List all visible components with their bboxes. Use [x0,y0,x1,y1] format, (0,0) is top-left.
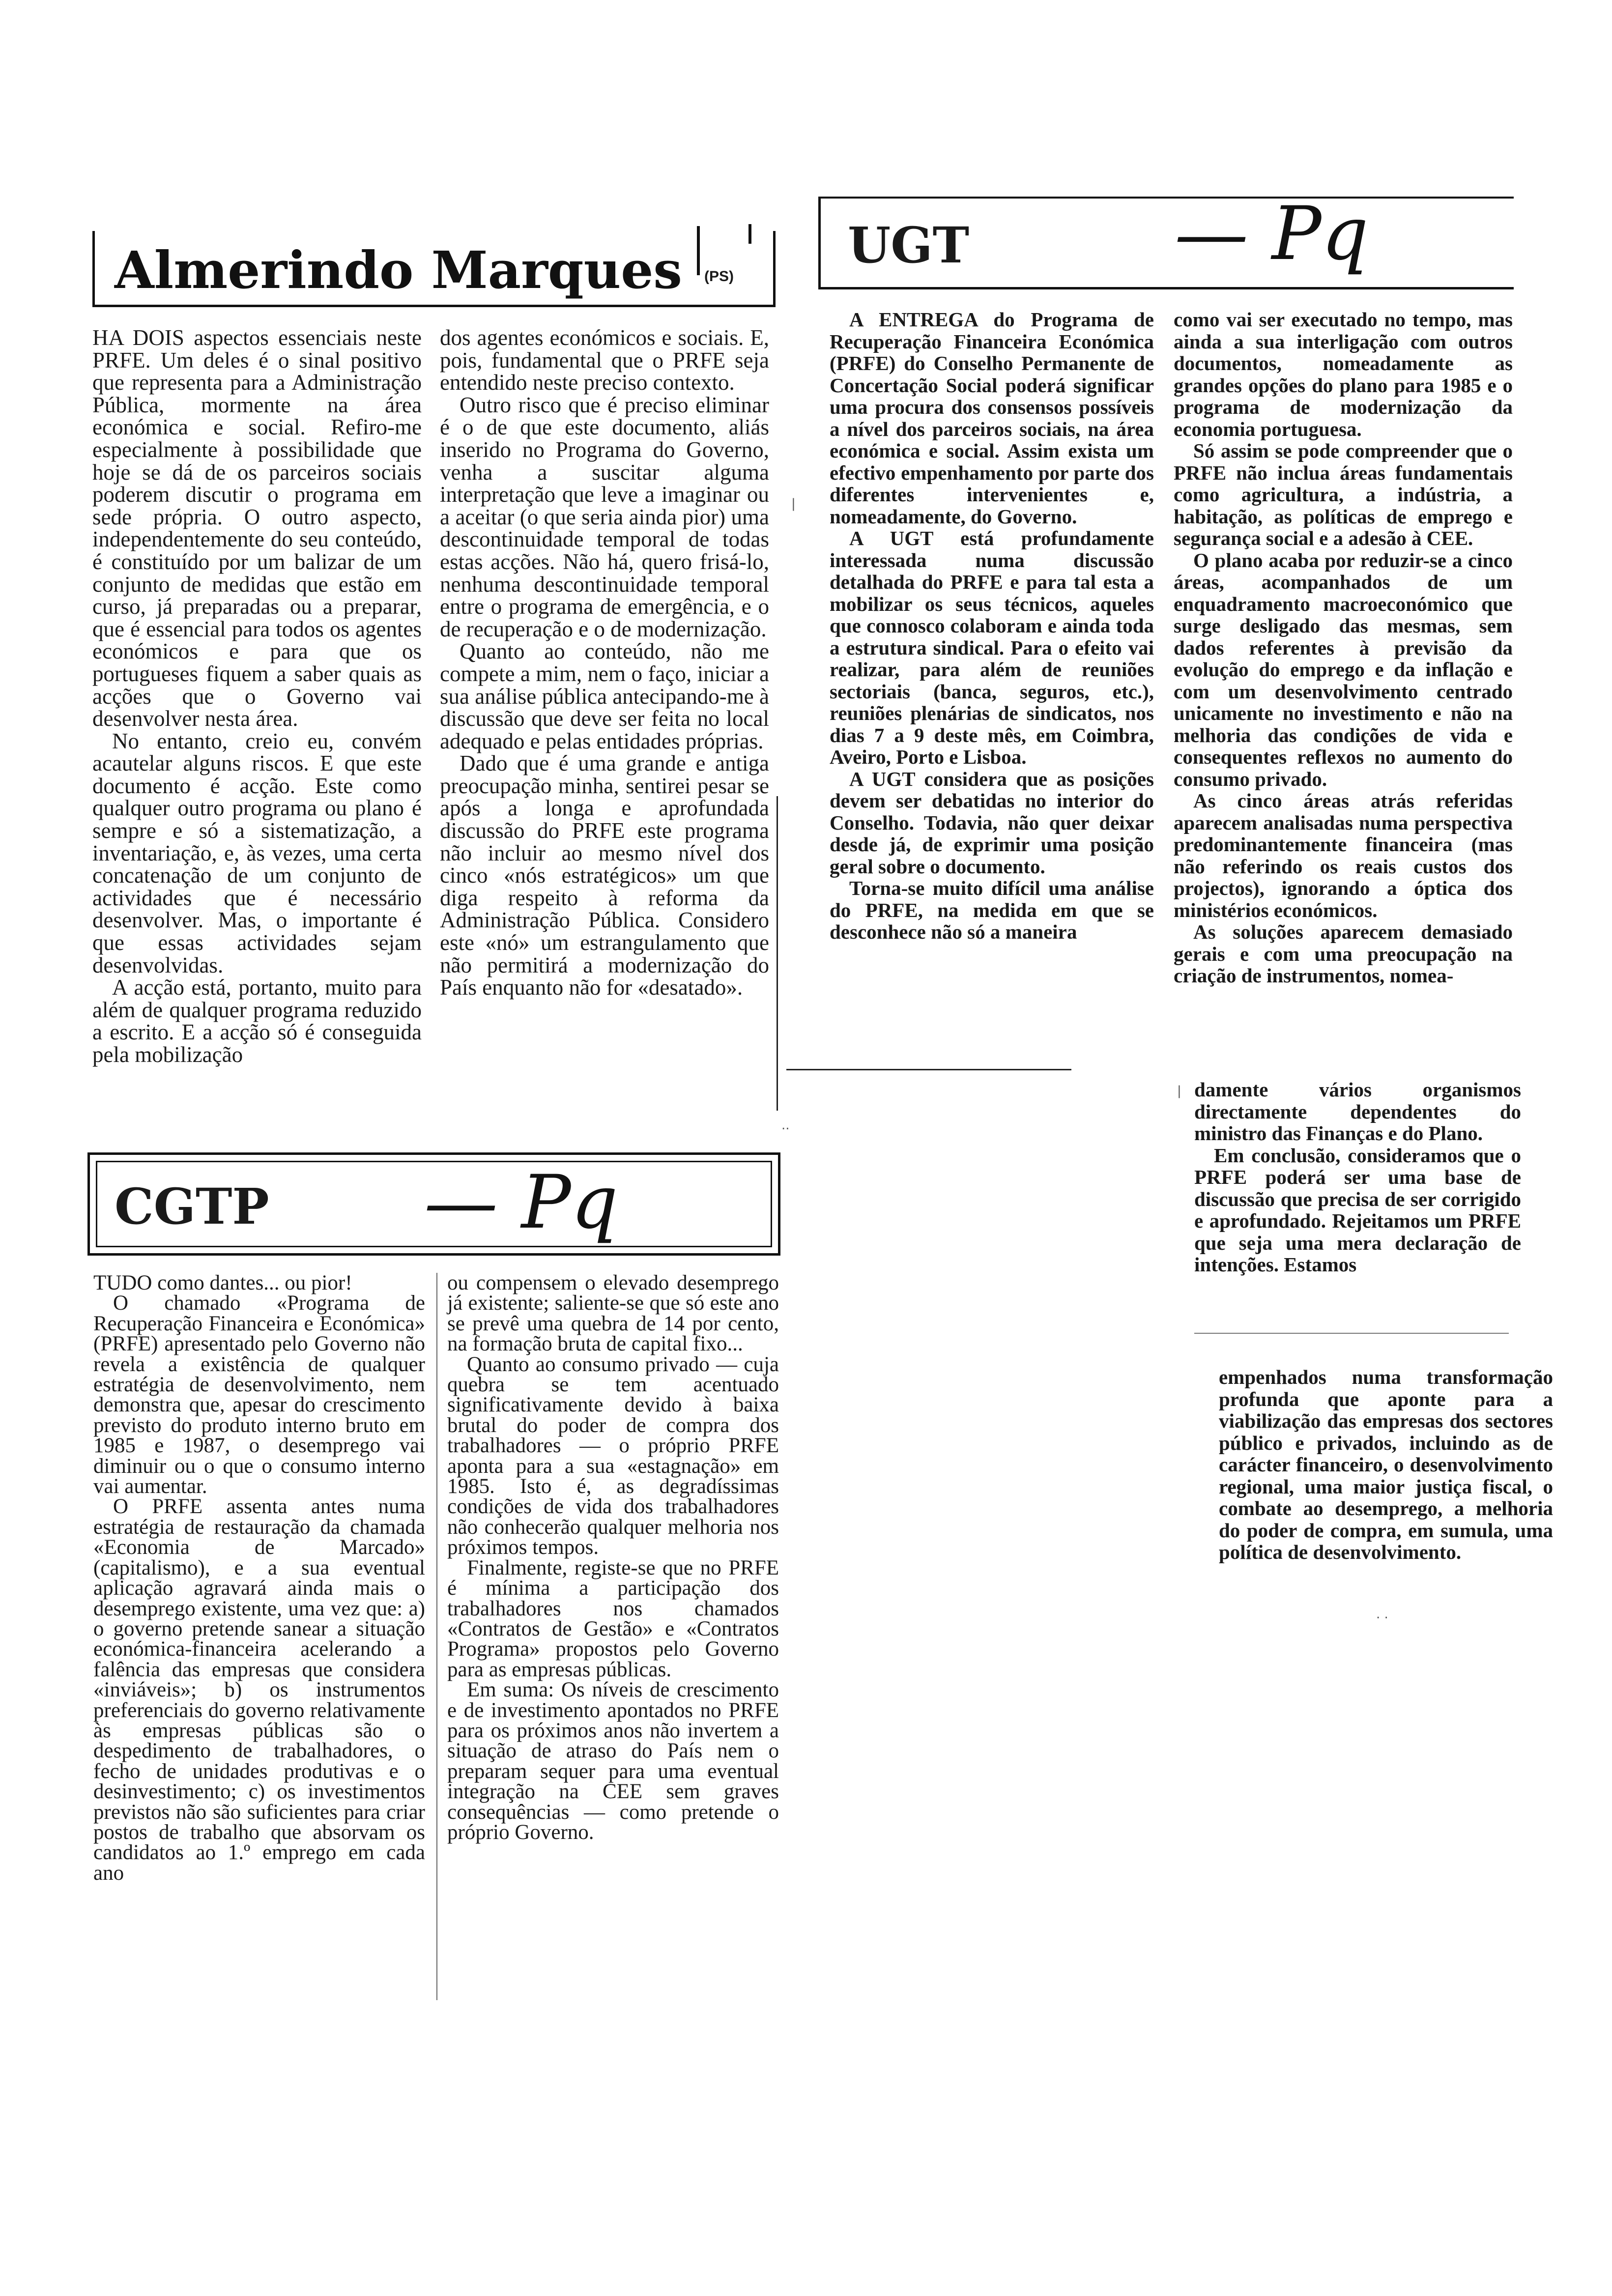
cgtp-lead: TUDO como dantes... ou pior! [93,1271,352,1294]
almerindo-paragraph: A acção está, portanto, muito para além de qualquer programa reduzido a escrito. E a acção só é conseguida pela mobilização [92,975,422,1067]
ugt-paragraph: O plano acaba por reduzir-se a cinco áreas, acompanhados de um enquadramento macroeconómico que surge desligado das mesmas, sem dados referentes à previsão da evolução do emprego e da inflação e com um desenvolvimento centrado unicamente no investimento e não na melhoria das condições de vida e consequentes reflexos no aumento do consumo privado. [1174,548,1513,790]
almerindo-column-divider [777,796,778,1111]
ugt-continuation-2 [1219,1366,1553,1563]
ugt-headline-box [818,191,1514,289]
cgtp-paragraph: Quanto ao consumo privado — cuja quebra se tem acentuado significativamente devido à baixa brutal do poder de compra dos trabalhadores — o próprio PRFE aponta para a sua «estagnação» em 1985. Isto é, as degradíssimas condições de vida dos trabalhadores não conhecerão qualquer melhoria nos próximos tempos. [447,1352,779,1559]
ugt-paragraph: A UGT está profundamente interessada numa discussão detalhada do PRFE e para tal esta a mobilizar os seus técnicos, aqueles que connosco colaboram e ainda toda a estrutura sindical. Para o efeito vai realizar, para além de reuniões sectoriais (banca, seguros, etc.), reuniões plenárias de sindicatos, nos dias 7 a 9 deste mês, em Coimbra, Aveiro, Porto e Lisboa. [830,527,1154,768]
almerindo-column-2 [440,327,769,999]
cgtp-paragraph: ou compensem o elevado desemprego já existente; saliente-se que só este ano se prevê uma quebra de 14 por cento, na formação bruta de capital fixo... [447,1271,779,1356]
cgtp-column-2 [447,1273,779,1842]
ugt-paragraph: empenhados numa transformação profunda que aponte para a viabilização das empresas dos sectores público e privados, incluindo as de carácter financeiro, o desenvolvimento regional, uma maior justiça fiscal, o combate ao desemprego, a melhoria do poder de compra, em sumula, uma política de desenvolvimento. [1219,1366,1553,1563]
almerindo-party-tag: (PS) [704,268,734,285]
cgtp-headline-box [87,1152,780,1256]
ugt-paragraph: Em conclusão, consideramos que o PRFE poderá ser uma base de discussão que precisa de ser corrigido e aprofundado. Rejeitamos um PRFE que seja uma mera declaração de intenções. Estamos [1194,1144,1521,1276]
almerindo-paragraph: Quanto ao conteúdo, não me compete a mim, nem o faço, iniciar a sua análise pública antecipando-me à discussão que deve ser feita no local adequado e pelas entidades próprias. [440,639,769,753]
ugt-bottom-rule [786,1069,1071,1070]
cgtp-paragraph: O PRFE assenta antes numa estratégia de restauração da chamada «Economia de Marcado» (capitalismo), e a sua eventual aplicação agravará ainda mais o desemprego existente, uma vez que: a) o governo pretende sanear a situação económica-financeira acelerando a falência das empresas que considera «inviáveis»; b) os instrumentos preferenciais do governo relativamente às empresas públicas são o despedimento de trabalhadores, o fecho de unidades produtivas e o desinvestimento; c) os investimentos previstos não são suficientes para criar postos de trabalho que absorvam os candidatos ao 1.º emprego em cada ano [93,1495,425,1885]
cgtp-paragraph: Em suma: Os níveis de crescimento e de investimento apontados no PRFE para os próximos anos não invertem a situação de atraso do País nem o preparam sequer para uma eventual integração na CEE sem graves consequências — como pretende o próprio Governo. [447,1678,779,1844]
ugt-handwritten-note: — Pq [1175,191,1369,277]
almerindo-headline-box [92,231,776,307]
almerindo-party-bracket [697,226,700,275]
ugt-column-2 [1174,309,1513,987]
ugt-paragraph: A ENTREGA do Programa de Recuperação Financeira Económica (PRFE) do Conselho Permanente de Concertação Social poderá significar uma procura dos consensos possíveis a nível dos parceiros sociais, na área económica e social. Assim exista um efectivo empenhamento por parte dos diferentes intervenientes e, nomeadamente, do Governo. [830,308,1154,528]
almerindo-paragraph: No entanto, creio eu, convém acautelar alguns riscos. E que este documento é acção. Este como qualquer outro programa ou plano é sempre e só a sistematização, a inventariação, e, às vezes, uma certa concatenação de um conjunto de actividades que é necessário desenvolver. Mas, o importante é que essas actividades sejam desenvolvidas. [92,728,422,977]
cgtp-paragraph: Finalmente, registe-se que no PRFE é mínima a participação dos trabalhadores nos chamados «Contratos de Gestão» e «Contratos Programa» propostos pelo Governo para as empresas públicas. [447,1556,779,1681]
ugt-continuation-rule [1194,1333,1509,1334]
almerindo-paragraph: Outro risco que é preciso eliminar é o de que este documento, aliás inserido no Programa do Governo, venha a suscitar alguma interpretação que leve a imaginar ou a aceitar (o que seria ainda pior) uma descontinuidade temporal de todas estas acções. Não há, quero frisá-lo, nenhuma descontinuidade temporal entre o programa de emergência, e o de recuperação e o de modernização. [440,392,769,641]
almerindo-column-1 [92,327,422,1066]
scan-speck: | [1177,1084,1181,1098]
ugt-paragraph: As soluções aparecem demasiado gerais e com uma preocupação na criação de instrumentos, nomea- [1174,920,1513,987]
almerindo-paragraph: HA DOIS aspectos essenciais neste PRFE. Um deles é o sinal positivo que representa para a Administração Pública, mormente na área económica e social. Refiro-me especialmente à possibilidade que hoje se dá de os parceiros sociais poderem discutir o programa em sede própria. O outro aspecto, independentemente do seu conteúdo, é constituído por um balizar de um conjunto de medidas que estão em curso, já preparadas ou a preparar, que é essencial para todos os agentes económicos e para que os portugueses fiquem a saber quais as acções que o Governo vai desenvolver nesta área. [92,325,422,731]
cgtp-handwritten-note: — Pq [424,1160,618,1245]
cgtp-headline: CGTP [115,1177,269,1235]
cgtp-column-divider [436,1273,437,2000]
scan-speck: | [791,496,796,511]
scan-speck: . . [1376,1607,1388,1622]
cgtp-paragraph: O chamado «Programa de Recuperação Financeira e Económica» (PRFE) apresentado pelo Governo não revela a existência de qualquer estratégia de desenvolvimento, nem demonstra que, apesar do crescimento previsto do produto interno bruto em 1985 e 1987, o desemprego vai diminuir ou o que o consumo interno vai aumentar. [93,1292,425,1498]
almerindo-party-bracket-end [748,224,751,244]
ugt-paragraph: As cinco áreas atrás referidas aparecem analisadas numa perspectiva predominantemente financeira (mas não referindo os reais custos dos projectos), ignorando a óptica dos ministérios económicos. [1174,789,1513,921]
scan-speck: .. [781,1118,790,1133]
cgtp-column-1 [93,1273,425,1883]
almerindo-headline: Almerindo Marques [115,240,682,300]
ugt-paragraph: Só assim se pode compreender que o PRFE não inclua áreas fundamentais como agricultura, a indústria, a habitação, as políticas de emprego e segurança social e a adesão à CEE. [1174,439,1513,549]
ugt-paragraph: Torna-se muito difícil uma análise do PRFE, na medida em que se desconhece não só a maneira [830,877,1154,943]
ugt-continuation-1 [1194,1079,1521,1276]
ugt-paragraph: como vai ser executado no tempo, mas ainda a sua interligação com outros documentos, nomeadamente as grandes opções do plano para 1985 e o programa de modernização da economia portuguesa. [1174,308,1513,440]
ugt-column-1 [830,309,1154,943]
ugt-headline: UGT [848,216,970,274]
ugt-paragraph: damente vários organismos directamente dependentes do ministro das Finanças e do Plano. [1194,1078,1521,1145]
ugt-paragraph: A UGT considera que as posições devem ser debatidas no interior do Conselho. Todavia, não quer deixar desde já, de exprimir uma posição geral sobre o documento. [830,767,1154,878]
almerindo-paragraph: Dado que é uma grande e antiga preocupação minha, sentirei pesar se após a longa e aprofundada discussão do PRFE este programa não incluir ao mesmo nível dos cinco «nós estratégicos» um que diga respeito à reforma da Administração Pública. Considero este «nó» um estrangulamento que não permitirá a modernização do País enquanto não for «desatado». [440,751,769,1000]
almerindo-paragraph: dos agentes económicos e sociais. E, pois, fundamental que o PRFE seja entendido neste preciso contexto. [440,325,769,395]
